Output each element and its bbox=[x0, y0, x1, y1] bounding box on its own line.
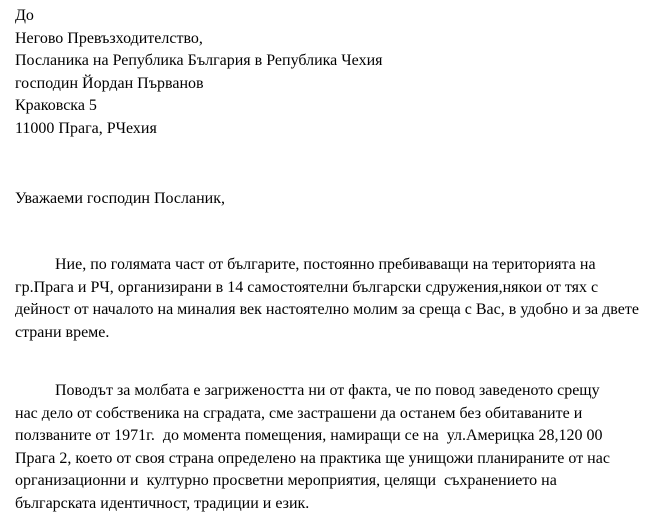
address-line: господин Йордан Първанов bbox=[15, 73, 382, 96]
address-line: До bbox=[15, 5, 382, 28]
address-line: 11000 Прага, РЧехия bbox=[15, 118, 382, 141]
paragraph-line: българската идентичност, традиции и език. bbox=[15, 493, 610, 515]
paragraph-line: гр.Прага и РЧ, организирани в 14 самостоятелни български сдружения,някои от тях с bbox=[15, 277, 639, 300]
paragraph-line: нас дело от собственика на сградата, сме застрашени да останем без обитаваните и bbox=[15, 403, 610, 426]
paragraph-reason bbox=[15, 380, 610, 515]
address-line: Посланика на Република България в Република Чехия bbox=[15, 50, 382, 73]
address-line: Краковска 5 bbox=[15, 95, 382, 118]
paragraph-line: организационни и културно просветни мероприятия, целящи съхранението на bbox=[15, 470, 610, 493]
paragraph-line: Ние, по голямата част от българите, постоянно пребиваващи на територията на bbox=[15, 254, 639, 277]
paragraph-line: дейност от началото на миналия век настоятелно молим за среща с Вас, в удобно и за двете bbox=[15, 299, 639, 322]
paragraph-line: страни време. bbox=[15, 322, 639, 345]
paragraph-request bbox=[15, 254, 639, 344]
paragraph-line: Прага 2, което от своя страна определено на практика ще унищожи планираните от нас bbox=[15, 448, 610, 471]
address-line: Негово Превъзходителство, bbox=[15, 28, 382, 51]
paragraph-line: Поводът за молбата е загрижеността ни от факта, че по повод заведеното срещу bbox=[15, 380, 610, 403]
paragraph-line: ползваните от 1971г. до момента помещения, намиращи се на ул.Америцка 28,120 00 bbox=[15, 425, 610, 448]
recipient-address bbox=[15, 5, 382, 140]
salutation: Уважаеми господин Посланик, bbox=[15, 188, 225, 211]
